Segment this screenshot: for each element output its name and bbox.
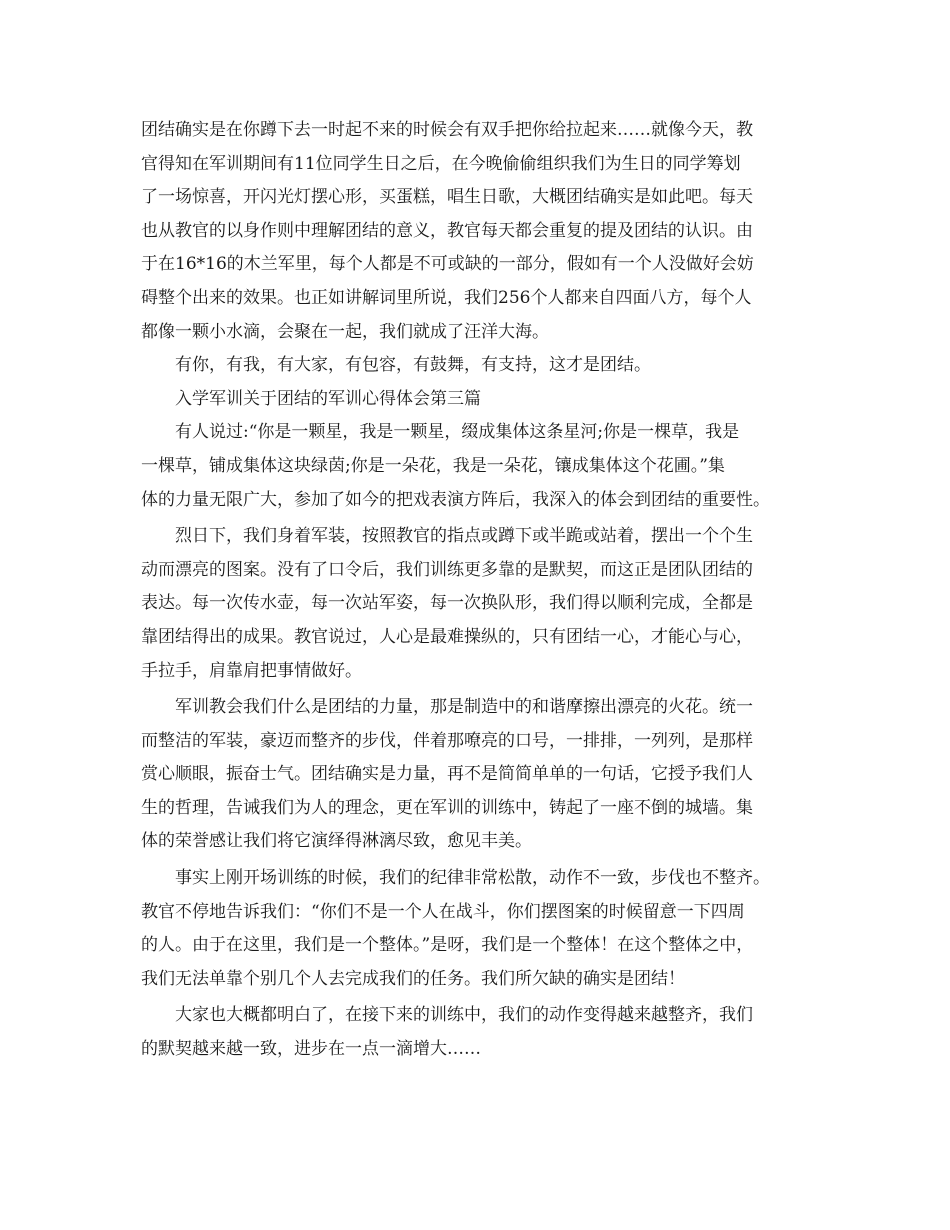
text-line: 了一场惊喜，开闪光灯摆心形，买蛋糕，唱生日歌，大概团结确实是如此吧。每天 [141,187,753,208]
text-line: 团结确实是在你蹲下去一时起不来的时候会有双手把你给拉起来……就像今天，教 [141,120,753,140]
paragraph [141,999,826,1066]
text-line: 体的荣誉感让我们将它演绎得淋漓尽致，愈见丰美。 [141,831,532,852]
paragraph [141,862,826,996]
text-line: 赏心顺眼，振奋士气。团结确实是力量，再不是简简单单的一句话，它授予我们人 [141,764,753,785]
text-line: 教官不停地告诉我们：“你们不是一个人在战斗，你们摆图案的时候留意一下四周 [141,901,745,922]
paragraph [141,349,826,383]
text-line: 生的哲理，告诫我们为人的理念，更在军训的训练中，铸起了一座不倒的城墙。集 [141,797,753,818]
document-page [141,114,826,1067]
text-line: 我们无法单靠个别几个人去完成我们的任务。我们所欠缺的确实是团结！ [141,968,685,989]
section-heading [141,383,826,417]
text-line: 的人。由于在这里，我们是一个整体。”是呀，我们是一个整体！在这个整体之中， [141,935,754,956]
text-line: 于在16*16的木兰军里，每个人都是不可或缺的一部分，假如有一个人没做好会妨 [141,254,754,275]
text-line: 一棵草，铺成集体这块绿茵;你是一朵花，我是一朵花，镶成集体这个花圃。”集 [141,455,725,476]
text-line: 体的力量无限广大，参加了如今的把戏表演方阵后，我深入的体会到团结的重要性。 [141,489,770,510]
paragraph [141,416,826,517]
paragraph [141,520,826,688]
text-line: 大家也大概都明白了，在接下来的训练中，我们的动作变得越来越整齐，我们 [175,1005,753,1026]
text-line: 烈日下，我们身着军装，按照教官的指点或蹲下或半跪或站着，摆出一个个生 [175,526,753,547]
text-line: 官得知在军训期间有11位同学生日之后，在今晚偷偷组织我们为生日的同学筹划 [141,153,741,174]
text-line: 军训教会我们什么是团结的力量，那是制造中的和谐摩擦出漂亮的火花。统一 [175,697,753,718]
text-line: 动而漂亮的图案。没有了口令后，我们训练更多靠的是默契，而这正是团队团结的 [141,559,753,580]
text-line: 都像一颗小水滴，会聚在一起，我们就成了汪洋大海。 [141,321,549,342]
text-line: 有你，有我，有大家，有包容，有鼓舞，有支持，这才是团结。 [175,355,651,376]
text-line: 而整洁的军装，豪迈而整齐的步伐，伴着那嘹亮的口号，一排排，一列列，是那样 [141,730,753,751]
text-line: 靠团结得出的成果。教官说过，人心是最难操纵的，只有团结一心，才能心与心， [141,626,753,647]
text-line: 的默契越来越一致，进步在一点一滴增大…… [141,1039,481,1060]
text-line: 事实上刚开场训练的时候，我们的纪律非常松散，动作不一致，步伐也不整齐。 [175,868,770,889]
text-line: 表达。每一次传水壶，每一次站军姿，每一次换队形，我们得以顺利完成，全都是 [141,593,753,614]
text-line: 有人说过:“你是一颗星，我是一颗星，缀成集体这条星河;你是一棵草，我是 [175,422,740,443]
paragraph [141,691,826,859]
text-line: 碍整个出来的效果。也正如讲解词里所说，我们256个人都来自四面八方，每个人 [141,287,752,308]
text-line: 手拉手，肩靠肩把事情做好。 [141,660,362,681]
section-title: 入学军训关于团结的军训心得体会第三篇 [175,388,481,409]
text-line: 也从教官的以身作则中理解团结的意义，教官每天都会重复的提及团结的认识。由 [141,220,753,241]
paragraph [141,114,826,349]
